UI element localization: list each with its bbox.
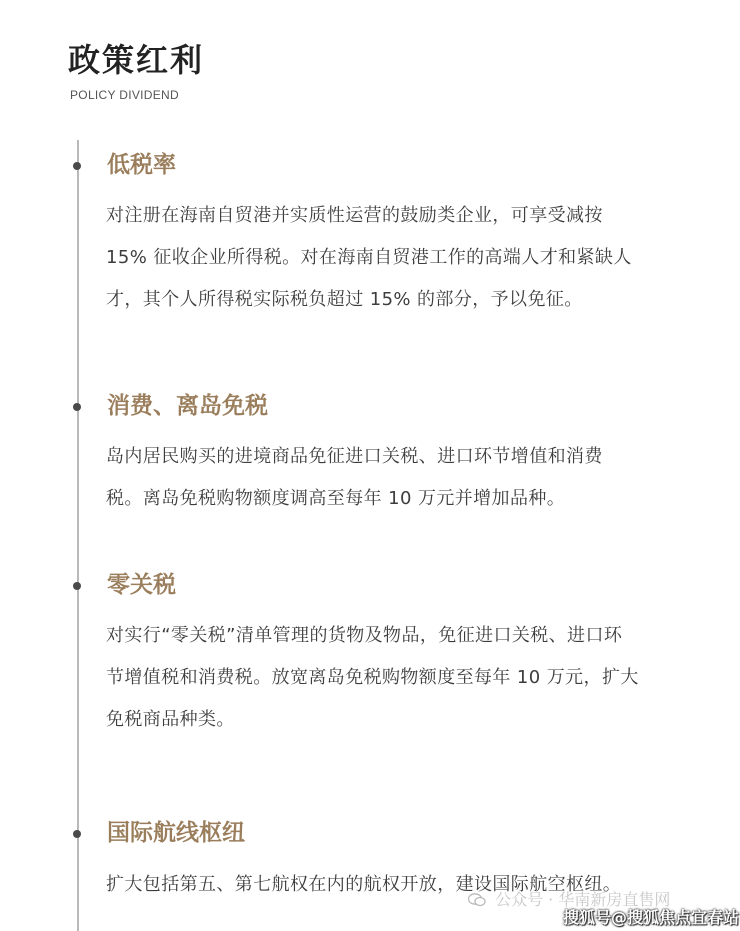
body-line: 才，其个人所得税实际税负超过 15% 的部分，予以免征。 <box>106 289 583 310</box>
section-body <box>106 195 686 321</box>
section-title: 低税率 <box>107 152 176 178</box>
body-line: 岛内居民购买的进境商品免征进口关税、进口环节增值和消费 <box>106 446 603 467</box>
timeline-dot <box>73 582 81 590</box>
timeline-dot <box>73 403 81 411</box>
section-body <box>106 436 686 520</box>
section-zero-tariff <box>68 568 708 748</box>
wechat-icon <box>468 893 486 907</box>
body-line: 对实行“零关税”清单管理的货物及物品，免征进口关税、进口环 <box>106 625 623 646</box>
body-line: 15% 征收企业所得税。对在海南自贸港工作的高端人才和紧缺人 <box>106 247 632 268</box>
page-title: 政策红利 <box>68 41 205 79</box>
body-line: 免税商品种类。 <box>106 709 235 730</box>
body-line: 税。离岛免税购物额度调高至每年 10 万元并增加品种。 <box>106 488 566 509</box>
section-title: 零关税 <box>107 572 176 598</box>
body-line: 扩大包括第五、第七航权在内的航权开放，建设国际航空枢纽。 <box>106 874 622 895</box>
watermark-text: 公众号 · 华南新房直售网 <box>495 890 671 909</box>
body-line: 节增值税和消费税。放宽离岛免税购物额度至每年 10 万元，扩大 <box>106 667 639 688</box>
section-title: 消费、离岛免税 <box>107 393 268 419</box>
timeline-dot <box>73 162 81 170</box>
section-duty-free <box>68 389 708 529</box>
section-low-tax <box>68 148 708 328</box>
body-line: 对注册在海南自贸港并实质性运营的鼓励类企业，可享受减按 <box>106 205 603 226</box>
section-title: 国际航线枢纽 <box>107 820 245 846</box>
source-credit: 搜狐号@搜狐焦点宜春站 <box>563 908 740 927</box>
timeline-dot <box>73 830 81 838</box>
section-body <box>106 615 686 741</box>
page-subtitle: POLICY DIVIDEND <box>70 88 179 102</box>
